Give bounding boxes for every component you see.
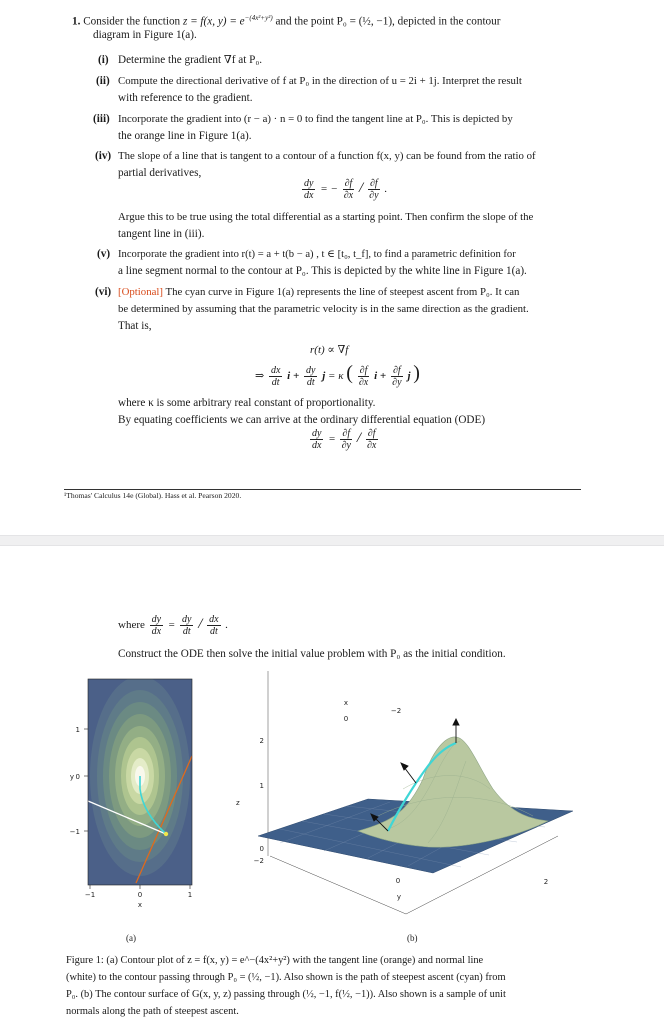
x-axis-label: x xyxy=(343,699,349,707)
equation-velocity: r(t) ∝ ∇f xyxy=(310,344,349,356)
item-label: (vi) xyxy=(95,286,112,298)
item-text: be determined by assuming that the parametric velocity is in the same direction as the gradient. xyxy=(118,303,529,315)
equation-slope: $\frac{dy}{dx}$ = − $\frac{\partial f}{\partial x}$ / $\frac{\partial f}{\partial y}$ . xyxy=(304,178,388,201)
figure-caption-line: P₀. (b) The contour surface of G(x, y, z) passing through (½, −1, f(½, −1)). Also shown is a sample of unit xyxy=(66,989,506,1000)
contour-x-ticks xyxy=(85,885,192,909)
y-axis-label: y xyxy=(396,893,402,901)
item-text: That is, xyxy=(118,320,152,332)
figure-surface-plot xyxy=(228,671,588,916)
figure-a-label: (a) xyxy=(126,933,136,943)
equation-ode: $\frac{dy}{dx}$ = $\frac{\partial f}{\partial y}$ / $\frac{\partial f}{\partial x}$ xyxy=(312,428,377,451)
item-text: [Optional] The cyan curve in Figure 1(a) represents the line of steepest ascent from P₀. It can xyxy=(118,286,520,298)
footnote-rule xyxy=(64,489,581,490)
x-tick-label: 1 xyxy=(187,891,193,899)
point-p0 xyxy=(164,832,168,836)
item-text: the orange line in Figure 1(a). xyxy=(118,130,252,142)
item-text: tangent line in (iii). xyxy=(118,228,205,240)
y-tick-label: 1 xyxy=(75,726,80,734)
optional-tag: [Optional] xyxy=(118,286,163,298)
item-label: (ii) xyxy=(96,75,110,87)
contour-y-ticks xyxy=(70,726,88,836)
item-label: (i) xyxy=(98,54,109,66)
kappa-line: where κ is some arbitrary real constant of proportionality. xyxy=(118,397,376,409)
item-text: with reference to the gradient. xyxy=(118,92,253,104)
item-text: Incorporate the gradient into r(t) = a + t(b − a) , t ∈ [t₀, t_f], to find a parametric definition for xyxy=(118,249,516,260)
y-tick-label: 2 xyxy=(543,878,549,886)
where-equation: where $\frac{dy}{dx}$ = $\frac{dy}{dt}$ / $\frac{dx}{dt}$ . xyxy=(118,614,229,637)
y-tick-label: 0 xyxy=(75,773,80,781)
y-axis-label: y xyxy=(70,773,75,781)
z-axis-label: z xyxy=(236,799,240,807)
y-tick-label: −1 xyxy=(70,828,80,836)
item-label: (iv) xyxy=(95,150,112,162)
z-tick-label: −2 xyxy=(253,857,264,865)
surface-axes xyxy=(236,671,558,914)
z-tick-label: 0 xyxy=(259,845,264,853)
item-label: (iii) xyxy=(93,113,110,125)
equation-components: ⇒ $\frac{dx}{dt}$ i + $\frac{dy}{dt}$ j = κ ( $\frac{\partial f}{\partial x}$ i + $\frac{\partial f}{\partial y}$ j ) xyxy=(255,362,420,388)
x-tick-label: 0 xyxy=(343,715,349,723)
question-intro: 1. Consider the function z = f(x, $y) = e^{-(4x^2+y^2)}$ and the point P₀ = (½, −1), depicted in the contour xyxy=(72,14,501,28)
item-text: The slope of a line that is tangent to a contour of a function f(x, y) can be found from the ratio of xyxy=(118,150,536,162)
figure-caption-line: Figure 1: (a) Contour plot of z = f(x, y) = e^−(4x²+y²) with the tangent line (orange) and normal line xyxy=(66,955,484,966)
item-text: Determine the gradient ∇f at P₀. xyxy=(118,54,263,66)
x-tick-label: −1 xyxy=(84,891,96,899)
equate-line: By equating coefficients we can arrive at the ordinary differential equation (ODE) xyxy=(118,414,486,426)
z-tick-label: 2 xyxy=(259,737,264,745)
document-page-2 xyxy=(0,546,664,1024)
question-intro-cont: diagram in Figure 1(a). xyxy=(93,29,197,41)
figure-b-label: (b) xyxy=(407,933,418,943)
item-text: partial derivatives, xyxy=(118,167,202,179)
item-text: Incorporate the gradient into (r − a) · n = 0 to find the tangent line at P₀. This is depicted by xyxy=(118,113,513,125)
footnote: ¹Thomas' Calculus 14e (Global). Hass et al. Pearson 2020. xyxy=(64,491,242,500)
y-tick-label: 0 xyxy=(395,877,401,885)
gaussian-bump xyxy=(358,737,548,847)
figure-caption-line: normals along the path of steepest ascent. xyxy=(66,1006,239,1017)
item-text: Compute the directional derivative of f at P₀ in the direction of u = 2i + 1j. Interpret the result xyxy=(118,75,522,87)
x-axis-label: x xyxy=(137,901,143,909)
construct-line: Construct the ODE then solve the initial value problem with P₀ as the initial condition. xyxy=(118,648,506,660)
x-tick-label: 0 xyxy=(137,891,143,899)
item-text: a line segment normal to the contour at P₀. This is depicted by the white line in Figure 1(a). xyxy=(118,265,527,277)
item-text: Argue this to be true using the total differential as a starting point. Then confirm the slope of the xyxy=(118,211,534,223)
z-tick-label: 1 xyxy=(259,782,264,790)
figure-contour-plot xyxy=(70,671,210,921)
item-label: (v) xyxy=(97,248,111,260)
figure-caption-line: (white) to the contour passing through P₀ = (½, −1). Also shown is the path of steepest ascent (cyan) from xyxy=(66,972,506,983)
x-tick-label: −2 xyxy=(390,707,402,715)
